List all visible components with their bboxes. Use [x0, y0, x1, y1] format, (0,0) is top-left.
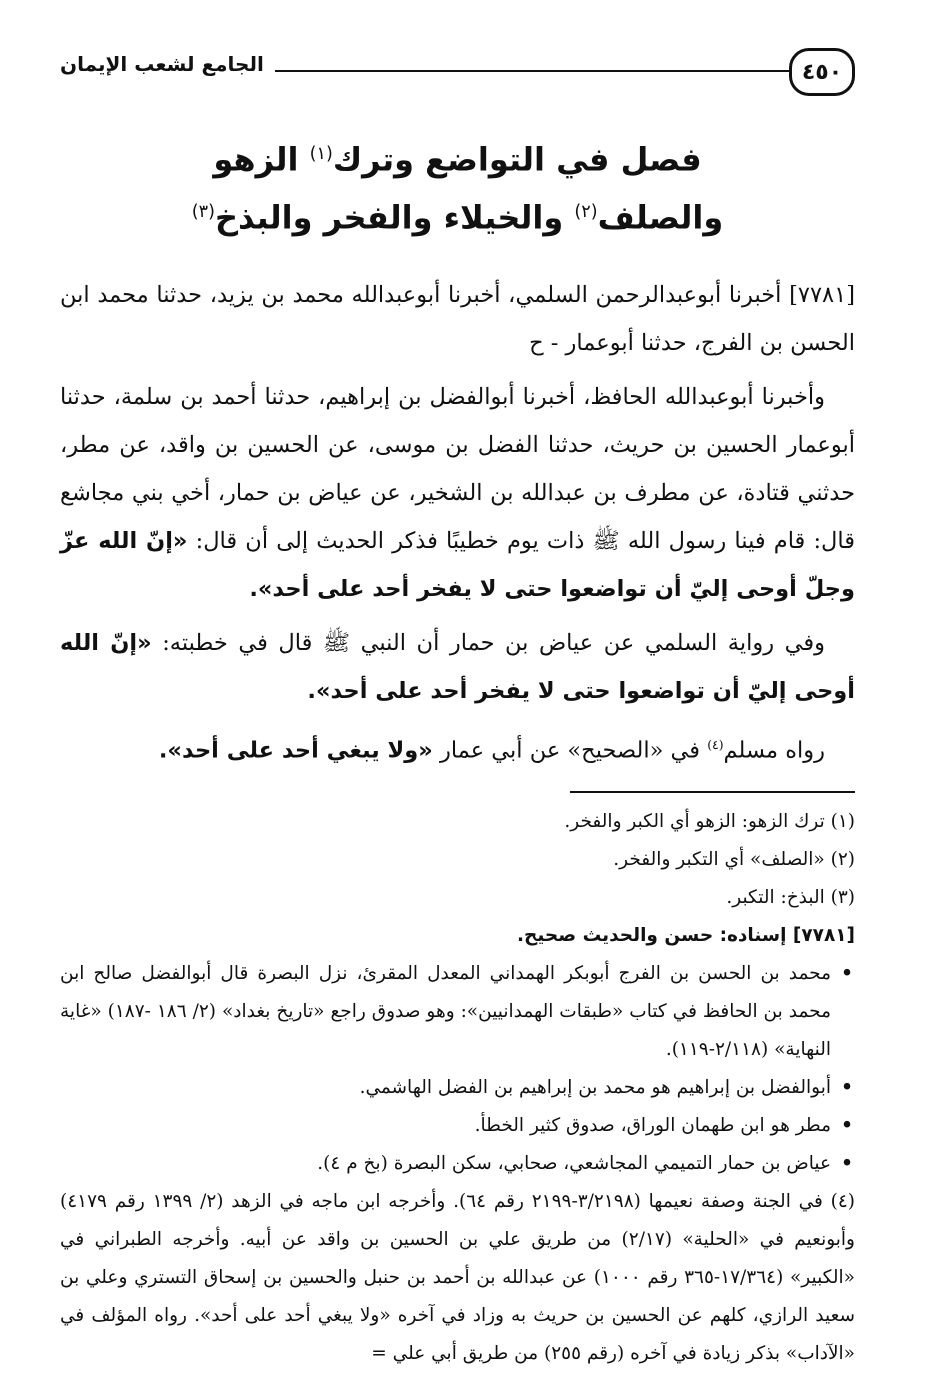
- paragraph-text: وأخبرنا أبوعبدالله الحافظ، أخبرنا أبوالفضل بن إبراهيم، حدثنا أحمد بن سلمة، حدثنا أبوعمار الحسين بن حريث، حدثنا الفضل بن موسى، عن الحسين بن واقد، عن مطر، حدثني قتادة، عن مطرف بن عبدالله بن الشخير، عن عياض بن حمار، أخي بني مجاشع قال: قام فينا رسول الله ﷺ ذات يوم خطيبًا فذكر الحديث إلى أن قال:: [60, 384, 855, 555]
- footnote-isnad: [60, 917, 855, 955]
- footnotes: [60, 803, 855, 1373]
- footnote-bullet: [60, 955, 855, 1069]
- title-text: والخيلاء والفخر والبذخ: [214, 198, 575, 237]
- paragraph-text: رواه مسلم: [723, 737, 825, 764]
- footnote-separator: [570, 791, 855, 793]
- footnote-bullet: [60, 1069, 855, 1107]
- chapter-title-line-1: [60, 128, 855, 186]
- footnote-ref[interactable]: (٤): [707, 738, 724, 753]
- hadith-text: «ولا يبغي أحد على أحد».: [158, 737, 433, 764]
- bullet-text: أبوالفضل بن إبراهيم هو محمد بن إبراهيم بن الفضل الهاشمي.: [359, 1076, 831, 1098]
- bullet-icon: •: [841, 1152, 853, 1174]
- page-number: ٤٥٠: [789, 48, 855, 96]
- paragraph-text: في «الصحيح» عن أبي عمار: [432, 737, 708, 764]
- paragraph-sulami: [60, 619, 855, 715]
- bullet-text: محمد بن الحسن بن الفرج أبوبكر الهمداني المعدل المقرئ، نزل البصرة قال أبوالفضل صالح ابن محمد بن الحافظ في كتاب «طبقات الهمدانيين»: وهو صدوق راجع «تاريخ بغداد» (٢/ ١٨٦ -١٨٧) «غاية النهاية» (٢/١١٨-١١٩).: [60, 962, 831, 1060]
- chapter-title-line-2: [60, 186, 855, 244]
- bullet-text: مطر هو ابن طهمان الوراق، صدوق كثير الخطأ.: [474, 1114, 831, 1136]
- paragraph-muslim: [60, 721, 855, 775]
- bullet-icon: •: [841, 1076, 853, 1098]
- paragraph-isnad-2: [60, 373, 855, 613]
- book-page: [60, 30, 855, 1373]
- footnote-ref[interactable]: (٢): [574, 201, 598, 222]
- footnote-3: (٣) البذخ: التكبر.: [726, 886, 855, 908]
- bullet-icon: •: [841, 962, 853, 984]
- footnote-2: (٢) «الصلف» أي التكبر والفخر.: [613, 848, 855, 870]
- page-header: [60, 30, 855, 100]
- footnote-bullet: [60, 1107, 855, 1145]
- header-rule: [275, 70, 789, 72]
- hadith-text: «إنّ الله أوحى إليّ أن تواضعوا حتى لا يفخر أحد على أحد».: [60, 630, 855, 705]
- footnote-ref[interactable]: (٣): [191, 201, 215, 222]
- paragraph-text: وفي رواية السلمي عن عياض بن حمار أن النبي ﷺ قال في خطبته:: [151, 630, 826, 657]
- book-title: الجامع لشعب الإيمان: [60, 52, 264, 76]
- bullet-text: عياض بن حمار التميمي المجاشعي، صحابي، سكن البصرة (بخ م ٤).: [317, 1152, 831, 1174]
- footnote-ref[interactable]: (١): [309, 144, 333, 164]
- footnote-4: (٤) في الجنة وصفة نعيمها (٣/٢١٩٨-٢١٩٩ رقم ٦٤). وأخرجه ابن ماجه في الزهد (٢/ ١٣٩٩ رقم ٤١٧٩) وأبونعيم في «الحلية» (٢/١٧) من طريق علي بن الحسين بن واقد عن أبيه. وأخرجه الطبراني في «الكبير» (١٧/٣٦٤-٣٦٥ رقم ١٠٠٠) عن عبدالله بن أحمد بن حنبل والحسين بن إسحاق التستري وعلي بن سعيد الرازي، كلهم عن الحسين بن حريث به وزاد في آخره «ولا يبغي أحد على أحد». رواه المؤلف في «الآداب» بذكر زيادة في آخره (رقم ٢٥٥) من طريق أبي علي =: [60, 1190, 855, 1364]
- main-text: [60, 271, 855, 775]
- footnote-isnad-text: إسناده: حسن والحديث صحيح.: [517, 924, 787, 946]
- bullet-icon: •: [841, 1114, 853, 1136]
- title-text: والصلف: [597, 198, 724, 237]
- footnote-isnad-number: [٧٧٨١]: [786, 924, 855, 946]
- footnote-bullet: [60, 1145, 855, 1183]
- footnote-1: (١) ترك الزهو: الزهو أي الكبر والفخر.: [564, 810, 855, 832]
- chapter-title: [60, 128, 855, 243]
- hadith-text: «إنّ الله عزّ وجلّ أوحى إليّ أن تواضعوا حتى لا يفخر أحد على أحد».: [60, 528, 855, 603]
- title-text: فصل في التواضع وترك: [332, 140, 702, 179]
- paragraph-isnad: [٧٧٨١] أخبرنا أبوعبدالرحمن السلمي، أخبرنا أبوعبدالله محمد بن يزيد، حدثنا محمد ابن الحسن بن الفرج، حدثنا أبوعمار - ح: [60, 282, 855, 357]
- title-text: الزهو: [213, 140, 310, 179]
